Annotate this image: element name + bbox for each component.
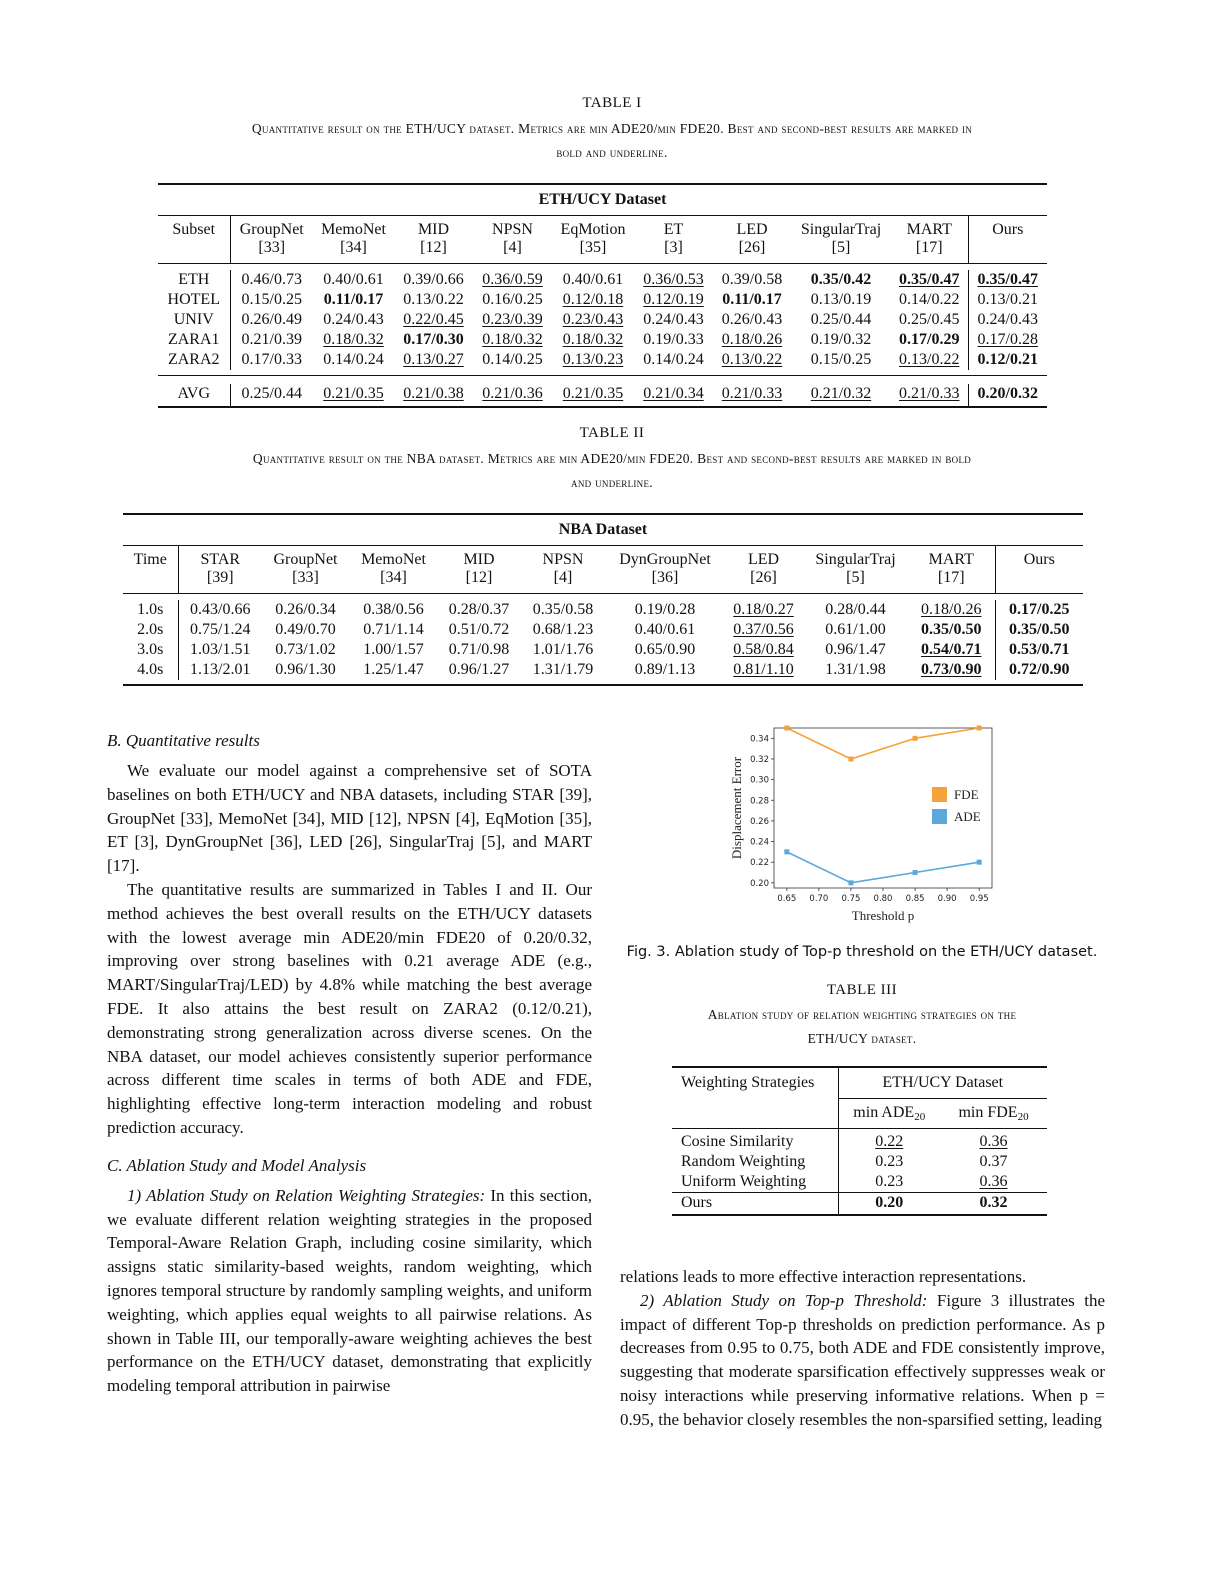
y-tick-label: 0.24: [750, 837, 769, 848]
x-tick-label: 0.85: [905, 894, 925, 904]
table1-header-1-line0: GroupNet: [239, 221, 304, 238]
table2-cell: 1.31/1.79: [532, 661, 594, 678]
table1-cell: 0.17/0.28: [968, 330, 1047, 350]
table1-avg-cell: 0.21/0.38: [403, 384, 464, 402]
table2-title: NBA Dataset: [558, 521, 648, 538]
table2-cell: 0.49/0.70: [275, 621, 336, 638]
table2-cell: 1.00/1.57: [363, 641, 424, 658]
y-tick-label: 0.34: [750, 734, 769, 745]
table2-header-3-line0: MemoNet: [361, 551, 426, 568]
table2: [123, 513, 1083, 686]
table2-cell: 0.96/1.30: [275, 661, 336, 678]
table3-cell: Random Weighting: [672, 1152, 838, 1172]
table2-cell: 0.18/0.27: [733, 601, 794, 618]
table2-cell: 0.96/1.47: [825, 641, 886, 658]
table1-cell: 0.39/0.66: [403, 271, 464, 288]
data-point-ade: [977, 860, 982, 865]
x-tick-label: 0.75: [841, 894, 861, 904]
table2-caption-line2: and underline.: [571, 475, 653, 490]
table1-cell: 0.12/0.18: [562, 291, 624, 308]
table1-avg-cell: 0.20/0.32: [968, 384, 1047, 406]
table3-cell: 0.22: [875, 1133, 904, 1151]
table1-cell: 0.15/0.25: [810, 351, 872, 368]
section-b-heading: B. Quantitative results: [107, 731, 260, 750]
section-c-heading: C. Ablation Study and Model Analysis: [107, 1155, 367, 1175]
table2-cell: 1.01/1.76: [532, 641, 594, 658]
table1-header-10-line0: Ours: [968, 216, 1047, 239]
table1-avg-cell: 0.21/0.34: [643, 384, 704, 402]
table3-cell: Cosine Similarity: [672, 1128, 838, 1152]
table1-cell: 0.13/0.23: [562, 351, 624, 368]
table2-cell: 1.25/1.47: [363, 661, 424, 678]
table1-cell: 0.24/0.43: [968, 310, 1047, 330]
table1-header-5-line0: EqMotion: [560, 221, 626, 238]
table1-cell: 0.13/0.21: [968, 290, 1047, 310]
table1-header-8-line1: [5]: [831, 239, 851, 256]
table3-caption: [622, 1003, 1102, 1051]
table2-header-8-line1: [5]: [846, 569, 865, 586]
table3-header-strategy: Weighting Strategies: [672, 1068, 838, 1098]
table1-cell: 0.17/0.30: [403, 331, 464, 348]
table1-header-9-line1: [17]: [915, 239, 943, 256]
legend-swatch-fde: [932, 787, 947, 802]
table1-label: TABLE I: [582, 95, 642, 111]
table1-cell: 0.40/0.61: [323, 271, 384, 288]
table2-header-4-line1: [12]: [465, 569, 493, 586]
table2-cell: 0.28/0.37: [448, 601, 510, 618]
table2-header-8-line0: SingularTraj: [815, 551, 896, 568]
table2-cell: 2.0s: [123, 620, 178, 640]
table1-header-4-line0: NPSN: [492, 221, 533, 238]
table2-header-2-line1: [33]: [292, 569, 319, 586]
para-topp: [620, 1289, 1105, 1432]
table3-caption-line1: Ablation study of relation weighting strategies on the: [707, 1007, 1017, 1022]
table3-grid: [672, 1068, 1047, 1214]
table2-cell: 0.71/1.14: [363, 621, 424, 638]
table1-caption-line2: bold and underline.: [556, 145, 668, 160]
table2-header-5-line1: [4]: [553, 569, 573, 586]
table3-ade-text: $\min ADE_{20}$: [853, 1103, 926, 1123]
table1-header-3-line0: MID: [417, 221, 450, 238]
left-column: [107, 731, 592, 1398]
table1-avg-cell: 0.21/0.33: [721, 384, 783, 402]
y-tick-label: 0.32: [750, 754, 769, 765]
table1-cell: 0.36/0.53: [643, 271, 704, 288]
table2-cell: 0.81/1.10: [733, 661, 794, 678]
table2-header-6-line0: DynGroupNet: [619, 551, 711, 568]
x-tick-label: 0.70: [809, 894, 829, 904]
para-weighting: [107, 1184, 592, 1398]
y-tick-label: 0.26: [750, 816, 769, 827]
table2-cell: 0.54/0.71: [921, 641, 982, 658]
table2-cell: 1.31/1.98: [825, 661, 886, 678]
table1-cell: ZARA2: [158, 350, 230, 370]
table2-cell: 0.38/0.56: [363, 601, 424, 618]
table2-cell: 0.61/1.00: [825, 621, 886, 638]
table2-header-0-line1: [123, 569, 178, 594]
x-tick-label: 0.80: [873, 894, 893, 904]
table3-cell: 0.36: [979, 1133, 1008, 1151]
table2-header-6-line1: [36]: [651, 569, 679, 586]
table2-cell: 0.89/1.13: [634, 661, 696, 678]
table1-cell: 0.35/0.47: [968, 270, 1047, 290]
para-topp-body: Figure 3 illustrates the impact of different Top-p thresholds on prediction performance. As p decreases from 0.95 to 0.75, both ADE and FDE consistently improve, suggesting that moderate sparsification effectively suppresses weak or noisy interactions while preserving informative relations. When p = 0.95, the behavior closely resembles the non-sparsified setting, leading: [620, 1290, 1105, 1429]
table1-grid: [158, 216, 1047, 406]
table1-avg-cell: AVG: [158, 384, 230, 406]
table1-header-5-line1: [35]: [579, 239, 607, 256]
table2-cell: 1.0s: [123, 600, 178, 620]
table3-caption-line2: ETH/UCY dataset.: [807, 1031, 917, 1046]
table1-header-7-line0: LED: [736, 221, 768, 238]
table2-grid: [123, 546, 1083, 684]
para-relations-cont: relations leads to more effective interaction representations.: [620, 1267, 1027, 1286]
table3-cell: Uniform Weighting: [672, 1172, 838, 1192]
para-results: The quantitative results are summarized in Tables I and II. Our method achieves the best overall results on the ETH/UCY datasets with the lowest average min ADE20/min FDE20 of 0.20/0.32, improving over strong baselines with 0.21 average ADE (e.g., MART/SingularTraj/LED) by 4.8% while matching the best average FDE. It also attains the best result on ZARA2 (0.12/0.21), demonstrating strong generalization across diverse scenes. On the NBA dataset, our model achieves consistently superior performance across different time scales in terms of both ADE and FDE, highlighting effective long-term interaction modeling and robust prediction accuracy.: [107, 879, 592, 1137]
table3-ours-ade: 0.20: [875, 1194, 904, 1212]
table1-cell: 0.22/0.45: [403, 311, 464, 328]
table3-cell: 0.23: [875, 1172, 904, 1190]
table1-cell: 0.13/0.22: [403, 291, 464, 308]
table1-header-4-line1: [4]: [503, 239, 522, 256]
table1-cell: ZARA1: [158, 330, 230, 350]
table1-cell: 0.13/0.27: [403, 351, 464, 368]
y-tick-label: 0.20: [750, 878, 769, 889]
para-weighting-lead: 1) Ablation Study on Relation Weighting Strategies:: [127, 1185, 486, 1205]
table2-header-0-line0: Time: [123, 546, 178, 569]
table1-cell: 0.12/0.21: [968, 350, 1047, 370]
table1-cell: 0.19/0.32: [810, 331, 872, 348]
table2-header-10-line1: [995, 569, 1083, 594]
table1-cell: 0.36/0.59: [482, 271, 543, 288]
x-tick-label: 0.90: [937, 894, 957, 904]
table2-header-1-line0: STAR: [200, 551, 241, 568]
data-point-fde: [977, 726, 982, 731]
table1-cell: 0.25/0.44: [810, 311, 872, 328]
table2-label: TABLE II: [579, 425, 645, 441]
y-axis-label: Displacement Error: [729, 756, 744, 860]
table1-cell: 0.11/0.17: [323, 291, 384, 308]
table1-cell: 0.18/0.26: [721, 331, 783, 348]
table2-header-9-line0: MART: [928, 551, 974, 568]
table2-cell: 1.03/1.51: [190, 641, 251, 658]
table1-header-6-line1: [3]: [664, 239, 683, 256]
table1-header-10-line1: [968, 239, 1047, 264]
table1-cell: 0.23/0.43: [562, 311, 624, 328]
table1-cell: 0.26/0.49: [241, 311, 302, 328]
table1-cell: 0.26/0.43: [721, 311, 783, 328]
table2-header-9-line1: [17]: [937, 569, 965, 586]
legend-label-fde: FDE: [954, 787, 979, 802]
table3: [672, 1066, 1047, 1216]
table2-header-3-line1: [34]: [380, 569, 407, 586]
table1-header-3-line1: [12]: [420, 239, 447, 256]
table2-header-7-line0: LED: [747, 551, 780, 568]
table2-cell: 0.96/1.27: [448, 661, 510, 678]
table1-cell: 0.15/0.25: [241, 291, 302, 308]
data-point-ade: [784, 849, 789, 854]
table1-cell: 0.12/0.19: [643, 291, 704, 308]
table1: [158, 183, 1047, 408]
table2-header-10-line0: Ours: [995, 546, 1083, 569]
data-point-fde: [848, 756, 853, 761]
table1-cell: ETH: [158, 270, 230, 290]
table1-cell: 0.21/0.39: [241, 331, 302, 348]
legend-label-ade: ADE: [954, 809, 981, 824]
table1-cell: 0.46/0.73: [241, 271, 302, 288]
table1-avg-cell: 0.21/0.33: [899, 384, 960, 402]
table3-cell: 0.23: [875, 1153, 904, 1170]
table2-cell: 0.73/1.02: [275, 641, 336, 658]
table3-header-ade: [838, 1098, 940, 1128]
data-point-fde: [784, 726, 789, 731]
table1-header-6-line0: ET: [663, 221, 684, 238]
table2-cell: 0.37/0.56: [733, 621, 794, 638]
table1-header-2-line1: [34]: [340, 239, 367, 256]
y-tick-label: 0.28: [750, 796, 769, 807]
plot-frame: [774, 728, 992, 888]
table1-caption-line1: Quantitative result on the ETH/UCY dataset. Metrics are min ADE20/min FDE20. Best and second-best results are marked in: [251, 121, 973, 136]
table3-ours-fde: 0.32: [979, 1194, 1008, 1212]
table1-cell: 0.19/0.33: [643, 331, 704, 348]
table2-cell: 0.75/1.24: [190, 621, 251, 638]
figure3-caption: Fig. 3. Ablation study of Top-p threshold on the ETH/UCY dataset.: [626, 944, 1098, 960]
y-tick-label: 0.22: [750, 858, 769, 869]
data-point-fde: [913, 736, 918, 741]
table2-cell: 0.19/0.28: [634, 601, 696, 618]
table2-header-2-line0: GroupNet: [273, 551, 338, 568]
table1-avg-cell: 0.21/0.36: [482, 384, 543, 402]
table1-cell: 0.14/0.24: [323, 351, 384, 368]
table1-cell: 0.25/0.45: [899, 311, 960, 328]
para-topp-lead: 2) Ablation Study on Top-p Threshold:: [640, 1290, 928, 1310]
table2-cell: 0.71/0.98: [448, 641, 510, 658]
table1-cell: 0.17/0.33: [241, 351, 302, 368]
para-weighting-body: In this section, we evaluate different relation weighting strategies in the proposed Temporal-Aware Relation Graph, including cosine similarity, which assigns static similarity-based weights, random weighting, which ignores temporal structure by randomly sampling weights, and uniform weighting, which applies equal weights to all pairwise relations. As shown in Table III, our temporally-aware weighting achieves the best performance on the ETH/UCY dataset, demonstrating that explicitly modeling temporal attribution in pairwise: [107, 1185, 592, 1396]
table2-cell: 0.40/0.61: [634, 621, 696, 638]
table1-header-8-line0: SingularTraj: [800, 221, 882, 238]
table2-cell: 0.72/0.90: [995, 660, 1083, 680]
table1-cell: 0.24/0.43: [323, 311, 384, 328]
table1-avg-cell: 0.25/0.44: [241, 384, 302, 402]
table3-header-dataset: ETH/UCY Dataset: [838, 1068, 1047, 1098]
table2-cell: 1.13/2.01: [190, 661, 251, 678]
x-tick-label: 0.95: [969, 894, 989, 904]
table2-cell: 0.26/0.34: [275, 601, 336, 618]
table1-cell: 0.13/0.22: [899, 351, 960, 368]
data-point-ade: [848, 880, 853, 885]
table3-cell: 0.36: [979, 1172, 1008, 1190]
table1-cell: 0.14/0.22: [899, 291, 960, 308]
x-tick-label: 0.65: [777, 894, 797, 904]
table1-avg-cell: 0.21/0.35: [323, 384, 384, 402]
table1-header-0-line1: [158, 239, 230, 264]
table3-label: TABLE III: [826, 982, 898, 998]
table1-cell: 0.13/0.19: [810, 291, 872, 308]
table1-cell: UNIV: [158, 310, 230, 330]
data-point-ade: [913, 870, 918, 875]
table1-cell: 0.23/0.39: [482, 311, 543, 328]
table3-header-fde: [940, 1098, 1047, 1128]
table2-header-1-line1: [39]: [206, 569, 234, 586]
table2-cell: 3.0s: [123, 640, 178, 660]
table1-caption: [100, 117, 1124, 165]
figure3-chart: [722, 722, 1002, 927]
table2-cell: 0.28/0.44: [825, 601, 886, 618]
table1-header-7-line1: [26]: [738, 239, 766, 256]
table1-cell: 0.24/0.43: [643, 311, 704, 328]
table2-caption-line1: Quantitative result on the NBA dataset. Metrics are min ADE20/min FDE20. Best and second-best results are marked in bold: [252, 451, 972, 466]
table1-header-1-line1: [33]: [258, 239, 286, 256]
table1-avg-cell: 0.21/0.32: [810, 384, 872, 402]
table3-cell: 0.37: [979, 1153, 1008, 1170]
table2-header-5-line0: NPSN: [542, 551, 584, 568]
para-baselines: We evaluate our model against a comprehensive set of SOTA baselines on both ETH/UCY and NBA datasets, including STAR [39], GroupNet [33], MemoNet [34], MID [12], NPSN [4], EqMotion [35], ET [3], DynGroupNet [36], LED [26], SingularTraj [5], and MART [17].: [107, 761, 592, 876]
table2-cell: 4.0s: [123, 660, 178, 680]
table1-title: ETH/UCY Dataset: [538, 191, 667, 208]
table2-cell: 0.35/0.50: [921, 621, 982, 638]
table1-header-2-line0: MemoNet: [321, 221, 386, 238]
table1-header-0-line0: Subset: [158, 216, 230, 239]
table2-cell: 0.17/0.25: [995, 600, 1083, 620]
table1-cell: 0.39/0.58: [721, 271, 783, 288]
table2-cell: 0.35/0.50: [995, 620, 1083, 640]
table1-cell: 0.14/0.25: [482, 351, 543, 368]
table3-fde-text: $\min FDE_{20}$: [958, 1103, 1029, 1123]
table2-cell: 0.68/1.23: [532, 621, 594, 638]
table1-cell: 0.14/0.24: [643, 351, 704, 368]
table1-cell: 0.18/0.32: [562, 331, 624, 348]
table2-header-7-line1: [26]: [750, 569, 777, 586]
table1-cell: 0.40/0.61: [562, 271, 624, 288]
table1-cell: 0.16/0.25: [482, 291, 543, 308]
table2-header-4-line0: MID: [463, 551, 495, 568]
table1-cell: 0.18/0.32: [323, 331, 384, 348]
table2-cell: 0.35/0.58: [532, 601, 594, 618]
table1-cell: HOTEL: [158, 290, 230, 310]
table1-cell: 0.17/0.29: [899, 331, 960, 348]
table3-header-blank: [672, 1098, 838, 1128]
x-axis-label: Threshold p: [851, 908, 915, 923]
table2-cell: 0.43/0.66: [190, 601, 251, 618]
table1-cell: 0.35/0.42: [810, 271, 872, 288]
table2-cell: 0.18/0.26: [921, 601, 982, 618]
table2-cell: 0.51/0.72: [448, 621, 510, 638]
table1-cell: 0.11/0.17: [722, 291, 782, 308]
y-tick-label: 0.30: [750, 775, 769, 786]
table1-cell: 0.18/0.32: [482, 331, 543, 348]
table1-cell: 0.35/0.47: [899, 271, 960, 288]
table1-avg-cell: 0.21/0.35: [562, 384, 624, 402]
table2-cell: 0.58/0.84: [733, 641, 794, 658]
table1-header-9-line0: MART: [906, 221, 952, 238]
right-column: [620, 1265, 1105, 1432]
table3-ours-label: Ours: [672, 1192, 838, 1214]
table2-cell: 0.53/0.71: [995, 640, 1083, 660]
table2-cell: 0.73/0.90: [921, 661, 982, 678]
legend-swatch-ade: [932, 809, 947, 824]
table2-caption: [100, 447, 1124, 495]
table1-cell: 0.13/0.22: [721, 351, 783, 368]
table2-cell: 0.65/0.90: [634, 641, 696, 658]
